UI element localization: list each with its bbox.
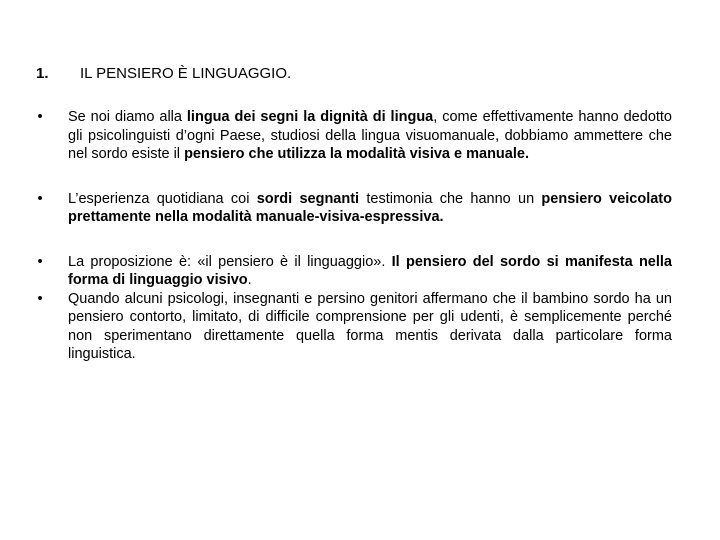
bullet-text-segment: . — [247, 272, 252, 288]
bullet-text — [68, 291, 672, 363]
bullet-dot-icon: • — [37, 109, 43, 125]
bullet-text-segment: Se noi diamo alla — [68, 109, 187, 125]
bullet-text-bold: sordi segnanti — [256, 190, 360, 207]
bullet-dot-icon: • — [37, 190, 43, 207]
bullet-text-bold: lingua dei segni la dignità di lingua — [186, 109, 434, 125]
bullet-text-segment: testimonia che hanno un — [359, 190, 542, 207]
bullet-list — [30, 108, 672, 364]
bullet-text-bold: pensiero veicolato prettamente nella modalità manuale-visiva-espressiva. — [68, 190, 672, 225]
bullet-text-bold: Il pensiero del sordo si manifesta nella forma di linguaggio visivo — [68, 253, 672, 288]
bullet-text-segment: La proposizione è: «il pensiero è il linguaggio». — [68, 253, 392, 270]
bullet-text — [68, 191, 672, 226]
bullet-text — [68, 254, 672, 289]
bullet-item — [30, 108, 672, 164]
bullet-text-bold: pensiero che utilizza la modalità visiva e manuale. — [184, 146, 529, 162]
bullet-text — [68, 109, 672, 162]
bullet-item — [30, 253, 672, 290]
bullet-item — [30, 190, 672, 227]
bullet-text-segment: Quando alcuni psicologi, insegnanti e persino genitori affermano che il bambino sordo ha un pensiero contorto, limitato, di difficile comprensione per gli udenti, è semplicemente perché non sperimentano direttamente quella forma mentis derivata dalla particolare forma linguistica. — [68, 290, 672, 362]
bullet-dot-icon: • — [37, 253, 43, 270]
bullet-item — [30, 290, 672, 364]
bullet-text-segment: L’esperienza quotidiana coi — [68, 190, 257, 207]
bullet-text-segment: , come effettivamente hanno dedotto gli psicolinguisti d’ogni Paese, studiosi della lingua visuomanuale, dobbiamo ammettere che nel sordo esiste il — [68, 109, 672, 162]
heading-number: 1. — [36, 65, 49, 82]
heading-title: IL PENSIERO È LINGUAGGIO. — [80, 65, 292, 82]
section-heading — [36, 64, 291, 84]
bullet-dot-icon: • — [37, 290, 43, 307]
